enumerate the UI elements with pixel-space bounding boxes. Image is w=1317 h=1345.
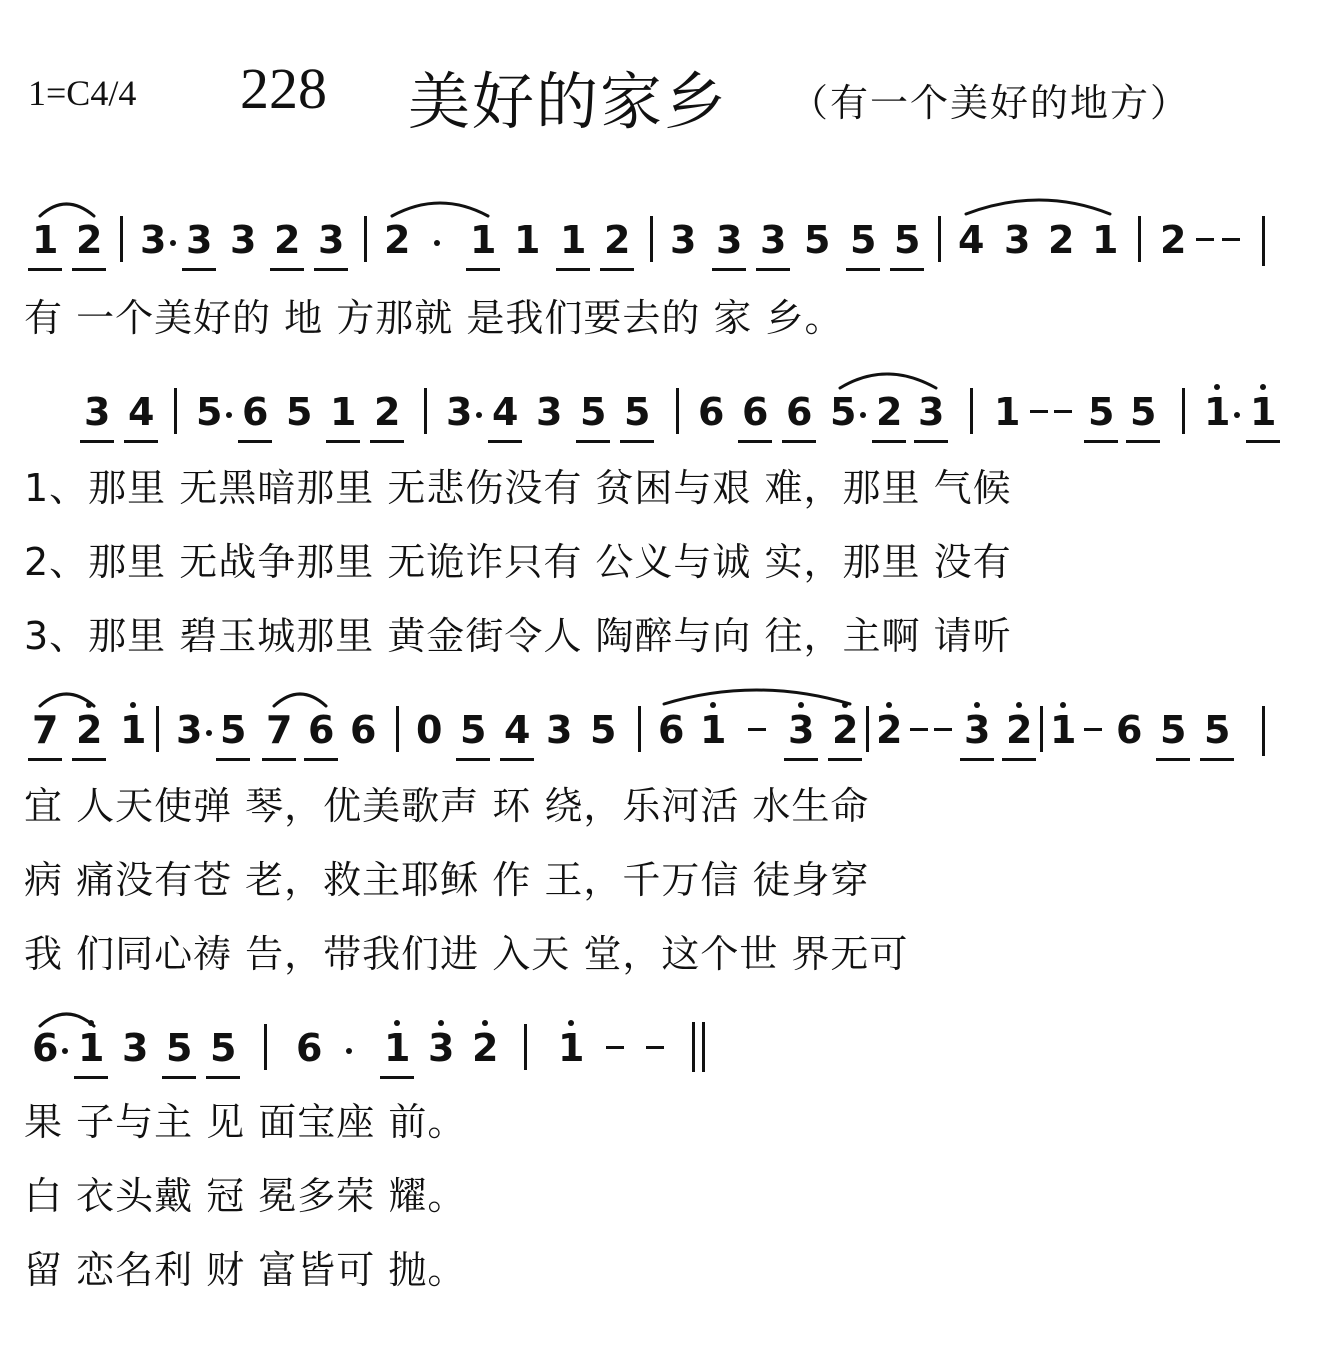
note-high: 2 [876, 708, 903, 752]
note: 3 [84, 390, 111, 434]
lyrics-row-3-verse-3: 我 们同心祷 告，带我们进 入天 堂，这个世 界无可 [24, 932, 909, 976]
note-high: 1 [558, 1026, 585, 1070]
note: 2 [76, 218, 103, 262]
note: 6 [658, 708, 685, 752]
note-high: 2 [472, 1026, 499, 1070]
note: 5 [166, 1026, 193, 1070]
note: 5 [1160, 708, 1187, 752]
slur [274, 694, 326, 706]
note: 4 [128, 390, 155, 434]
note: 6 [1116, 708, 1143, 752]
lyrics-row-2-verse-3: 3、那里 碧玉城那里 黄金街令人 陶醉与向 往，主啊 请听 [24, 614, 1012, 658]
note: 4 [504, 708, 531, 752]
lyrics-row-4-verse-2: 白 衣头戴 冠 冕多荣 耀。 [24, 1174, 467, 1218]
note: 3 [186, 218, 213, 262]
note-high: 1 [1250, 390, 1277, 434]
note: 3 [1004, 218, 1031, 262]
note: 3 [318, 218, 345, 262]
note: 5 [850, 218, 877, 262]
note: 1 [514, 218, 541, 262]
note: 3 [122, 1026, 149, 1070]
note: 2 [274, 218, 301, 262]
note-high: 2 [1006, 708, 1033, 752]
note: 2 [604, 218, 631, 262]
note: 5 [460, 708, 487, 752]
note: 3 [176, 708, 203, 752]
note: 5 [1204, 708, 1231, 752]
note-high: 3 [964, 708, 991, 752]
note: 6 [742, 390, 769, 434]
slur [664, 690, 850, 704]
note-high: 1 [1050, 708, 1077, 752]
lyrics-row-4-verse-1: 果 子与主 见 面宝座 前。 [24, 1100, 467, 1144]
lyrics-row-4-verse-3: 留 恋名利 财 富皆可 抛。 [24, 1248, 467, 1292]
note: 7 [266, 708, 293, 752]
note: 5 [220, 708, 247, 752]
lyrics-row-2-verse-1: 1、那里 无黑暗那里 无悲伤没有 贫困与艰 难，那里 气候 [24, 466, 1012, 510]
note: 5 [196, 390, 223, 434]
note: 3 [536, 390, 563, 434]
note: 3 [918, 390, 945, 434]
note-high: 2 [76, 708, 103, 752]
note: 1 [994, 390, 1021, 434]
key-signature: 1=C4/4 [28, 73, 137, 113]
note: 5 [590, 708, 617, 752]
note-high: 1 [78, 1026, 105, 1070]
note: 2 [384, 218, 411, 262]
note: 5 [1088, 390, 1115, 434]
note: 3 [716, 218, 743, 262]
note-high: 3 [428, 1026, 455, 1070]
slur [40, 694, 94, 706]
slur [40, 1014, 94, 1026]
note: 6 [698, 390, 725, 434]
lyrics-row-3-verse-1: 宜 人天使弹 琴，优美歌声 环 绕，乐河活 水生命 [24, 784, 870, 828]
note: 5 [580, 390, 607, 434]
note-high: 1 [120, 708, 147, 752]
note: 5 [624, 390, 651, 434]
note: 3 [760, 218, 787, 262]
note: 7 [32, 708, 59, 752]
slur [40, 204, 94, 216]
note: 5 [210, 1026, 237, 1070]
note-high: 1 [1204, 390, 1231, 434]
note: 1 [470, 218, 497, 262]
note: 3 [140, 218, 167, 262]
note: 2 [1048, 218, 1075, 262]
note: 5 [1130, 390, 1157, 434]
note: 6 [350, 708, 377, 752]
note: 1 [330, 390, 357, 434]
note: 6 [242, 390, 269, 434]
note-high: 1 [384, 1026, 411, 1070]
note: 6 [308, 708, 335, 752]
lyrics-row-1: 有 一个美好的 地 方那就 是我们要去的 家 乡。 [24, 296, 844, 340]
note: 5 [894, 218, 921, 262]
note: 2 [374, 390, 401, 434]
slur [840, 374, 936, 388]
note-high: 1 [700, 708, 727, 752]
song-subtitle: （有一个美好的地方） [790, 81, 1191, 125]
note: 3 [670, 218, 697, 262]
note: 5 [830, 390, 857, 434]
note: 5 [804, 218, 831, 262]
hymn-number: 228 [240, 56, 327, 121]
slur [966, 200, 1110, 214]
note: 4 [958, 218, 985, 262]
note: 6 [296, 1026, 323, 1070]
note: 3 [546, 708, 573, 752]
note: 3 [446, 390, 473, 434]
note: 2 [1160, 218, 1187, 262]
note-high: 3 [788, 708, 815, 752]
note: 6 [786, 390, 813, 434]
note-high: 2 [832, 708, 859, 752]
note: 5 [286, 390, 313, 434]
note: 4 [492, 390, 519, 434]
lyrics-row-2-verse-2: 2、那里 无战争那里 无诡诈只有 公义与诚 实，那里 没有 [24, 540, 1012, 584]
note: 1 [1092, 218, 1119, 262]
note: 1 [560, 218, 587, 262]
note: 1 [32, 218, 59, 262]
lyrics-row-3-verse-2: 病 痛没有苍 老，救主耶稣 作 王，千万信 徒身穿 [24, 858, 870, 902]
note: 2 [876, 390, 903, 434]
note: 3 [230, 218, 257, 262]
note: 0 [416, 708, 443, 752]
slur [392, 203, 488, 216]
song-title: 美好的家乡 [408, 65, 729, 138]
note: 6 [32, 1026, 59, 1070]
